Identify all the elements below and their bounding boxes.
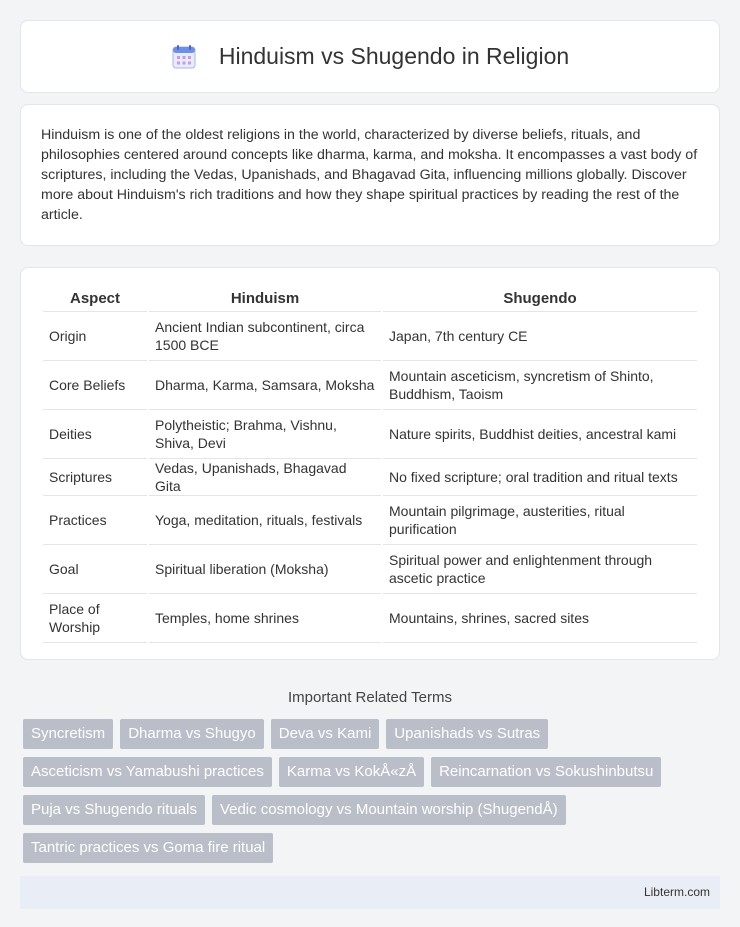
- cell-shugendo: Mountains, shrines, sacred sites: [383, 594, 697, 643]
- cell-hinduism: Temples, home shrines: [149, 594, 381, 643]
- related-term-tag[interactable]: Reincarnation vs Sokushinbutsu: [431, 757, 661, 787]
- cell-hinduism: Spiritual liberation (Moksha): [149, 545, 381, 594]
- header-aspect: Aspect: [43, 288, 147, 312]
- cell-shugendo: Mountain pilgrimage, austerities, ritual purification: [383, 496, 697, 545]
- cell-aspect: Scriptures: [43, 459, 147, 496]
- cell-aspect: Practices: [43, 496, 147, 545]
- table-row: [43, 459, 697, 496]
- table-row: [43, 410, 697, 459]
- comparison-card: [20, 267, 720, 660]
- related-terms-title: Important Related Terms: [288, 689, 452, 706]
- related-terms-list: [20, 719, 720, 863]
- table-row: [43, 594, 697, 643]
- cell-shugendo: Japan, 7th century CE: [383, 312, 697, 361]
- cell-hinduism: Vedas, Upanishads, Bhagavad Gita: [149, 459, 381, 496]
- intro-text: Hinduism is one of the oldest religions in the world, characterized by diverse beliefs, rituals, and philosophies centered around concepts like dharma, karma, and moksha. It encompasses a vast body of scriptures, including the Vedas, Upanishads, and Bhagavad Gita, influencing millions globally. Discover more about Hinduism's rich traditions and how they shape spiritual practices by reading the rest of the article.: [41, 127, 698, 223]
- cell-hinduism: Dharma, Karma, Samsara, Moksha: [149, 361, 381, 410]
- related-term-tag[interactable]: Puja vs Shugendo rituals: [23, 795, 205, 825]
- header-shugendo: Shugendo: [383, 288, 697, 312]
- comparison-table: [41, 288, 699, 643]
- footer: [20, 876, 720, 909]
- related-term-tag[interactable]: Karma vs KokÅ«zÅ: [279, 757, 424, 787]
- related-term-tag[interactable]: Syncretism: [23, 719, 113, 749]
- cell-aspect: Core Beliefs: [43, 361, 147, 410]
- header-hinduism: Hinduism: [149, 288, 381, 312]
- related-term-tag[interactable]: Deva vs Kami: [271, 719, 380, 749]
- cell-hinduism: Polytheistic; Brahma, Vishnu, Shiva, Devi: [149, 410, 381, 459]
- page-header: [20, 20, 720, 93]
- cell-hinduism: Ancient Indian subcontinent, circa 1500 BCE: [149, 312, 381, 361]
- related-term-tag[interactable]: Asceticism vs Yamabushi practices: [23, 757, 272, 787]
- table-row: [43, 361, 697, 410]
- related-term-tag[interactable]: Vedic cosmology vs Mountain worship (ShugendÅ): [212, 795, 566, 825]
- related-term-tag[interactable]: Tantric practices vs Goma fire ritual: [23, 833, 273, 863]
- footer-site-link[interactable]: Libterm.com: [643, 885, 710, 899]
- table-row: [43, 312, 697, 361]
- cell-shugendo: Mountain asceticism, syncretism of Shinto, Buddhism, Taoism: [383, 361, 697, 410]
- cell-aspect: Origin: [43, 312, 147, 361]
- cell-aspect: Goal: [43, 545, 147, 594]
- table-row: [43, 545, 697, 594]
- cell-shugendo: Spiritual power and enlightenment through ascetic practice: [383, 545, 697, 594]
- cell-aspect: Deities: [43, 410, 147, 459]
- cell-hinduism: Yoga, meditation, rituals, festivals: [149, 496, 381, 545]
- page-title: Hinduism vs Shugendo in Religion: [218, 43, 570, 69]
- intro-card: [20, 104, 720, 246]
- table-header-row: [43, 288, 697, 312]
- related-term-tag[interactable]: Upanishads vs Sutras: [386, 719, 548, 749]
- cell-aspect: Place of Worship: [43, 594, 147, 643]
- table-row: [43, 496, 697, 545]
- related-term-tag[interactable]: Dharma vs Shugyo: [120, 719, 264, 749]
- cell-shugendo: Nature spirits, Buddhist deities, ancestral kami: [383, 410, 697, 459]
- cell-shugendo: No fixed scripture; oral tradition and ritual texts: [383, 459, 697, 496]
- calendar-icon: [171, 44, 197, 70]
